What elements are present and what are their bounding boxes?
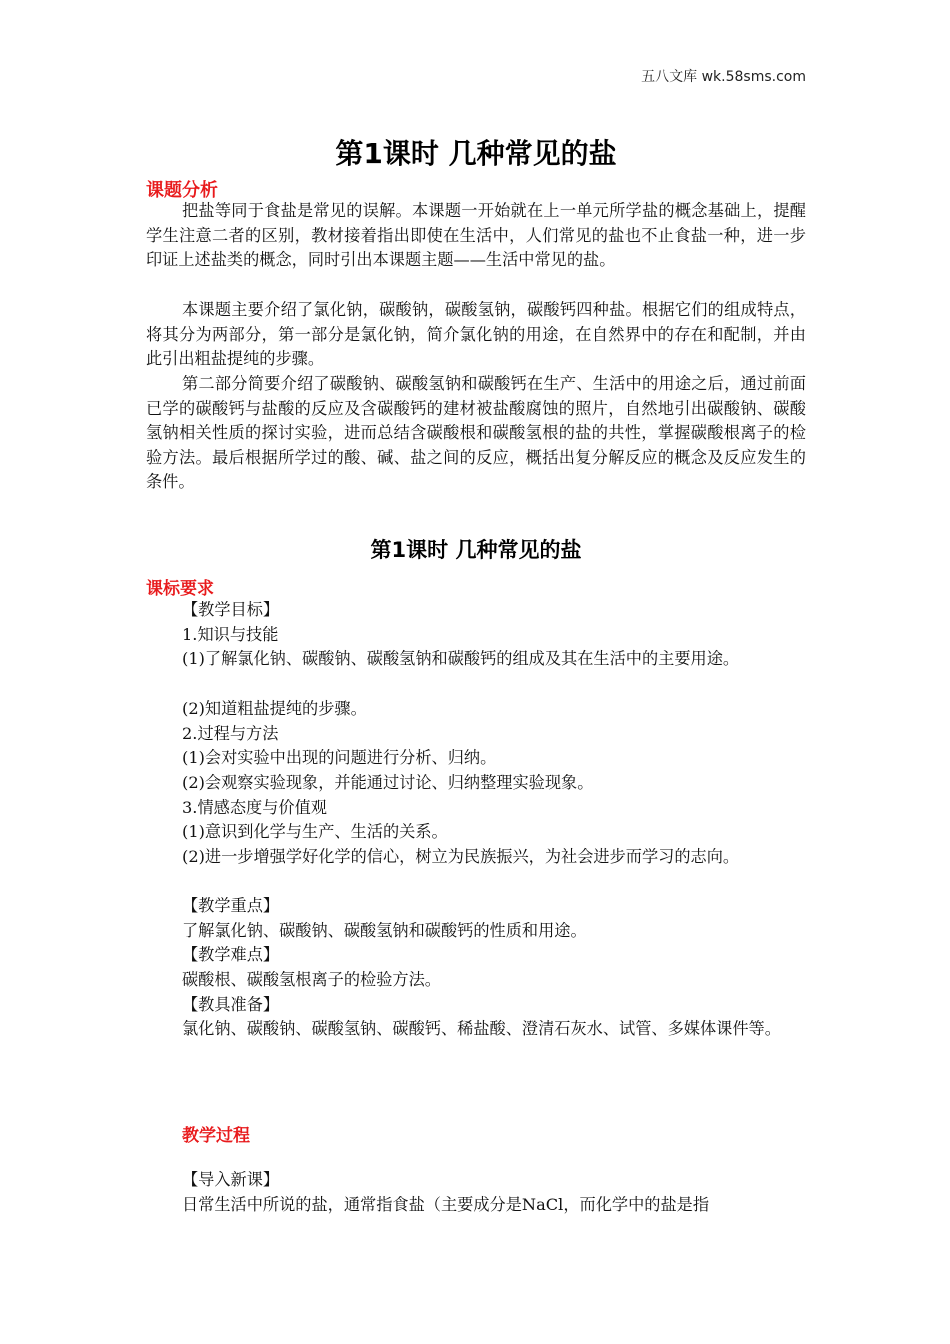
teaching-goals-heading: 【教学目标】 (182, 600, 280, 619)
emotion-heading: 3.情感态度与价值观 (182, 798, 327, 817)
teaching-tools-text: 氯化钠、碳酸钠、碳酸氢钠、碳酸钙、稀盐酸、澄清石灰水、试管、多媒体课件等。 (182, 1019, 781, 1038)
process-item-2: (2)会观察实验现象，并能通过讨论、归纳整理实验现象。 (182, 773, 594, 792)
knowledge-heading: 1.知识与技能 (182, 625, 279, 644)
analysis-paragraph-1: 把盐等同于食盐是常见的误解。本课题一开始就在上一单元所学盐的概念基础上，提醒学生注意二者的区别，教材接着指出即使在生活中，人们常见的盐也不止食盐一种，进一步印证上述盐类的概念，同时引出本课题主题——生活中常见的盐。 (146, 201, 806, 270)
sub-title: 第1课时 几种常见的盐 (370, 538, 582, 562)
key-points-heading: 【教学重点】 (182, 896, 280, 915)
difficulties-text: 碳酸根、碳酸氢根离子的检验方法。 (182, 970, 441, 989)
analysis-paragraph-3: 第二部分简要介绍了碳酸钠、碳酸氢钠和碳酸钙在生产、生活中的用途之后，通过前面已学的碳酸钙与盐酸的反应及含碳酸钙的建材被盐酸腐蚀的照片，自然地引出碳酸钠、碳酸氢钠相关性质的探讨实验，进而总结含碳酸根和碳酸氢根的盐的共性，掌握碳酸根离子的检验方法。最后根据所学过的酸、碱、盐之间的反应，概括出复分解反应的概念及反应发生的条件。 (146, 374, 806, 492)
heading-topic-analysis: 课题分析 (146, 180, 218, 201)
main-title: 第1课时 几种常见的盐 (335, 137, 617, 170)
intro-text: 日常生活中所说的盐，通常指食盐（主要成分是NaCl，而化学中的盐是指 (182, 1195, 710, 1214)
site-watermark: 五八文库 wk.58sms.com (641, 69, 806, 85)
heading-teaching-process: 教学过程 (182, 1126, 250, 1146)
knowledge-item-2: (2)知道粗盐提纯的步骤。 (182, 699, 367, 718)
process-heading: 2.过程与方法 (182, 724, 279, 743)
process-item-1: (1)会对实验中出现的问题进行分析、归纳。 (182, 748, 497, 767)
difficulties-heading: 【教学难点】 (182, 945, 280, 964)
emotion-item-2: (2)进一步增强学好化学的信心，树立为民族振兴，为社会进步而学习的志向。 (182, 847, 740, 866)
teaching-tools-heading: 【教具准备】 (182, 995, 280, 1014)
heading-curriculum-requirements: 课标要求 (146, 579, 214, 599)
analysis-paragraph-2: 本课题主要介绍了氯化钠，碳酸钠，碳酸氢钠，碳酸钙四种盐。根据它们的组成特点，将其分为两部分，第一部分是氯化钠，简介氯化钠的用途，在自然界中的存在和配制，并由此引出粗盐提纯的步骤。 (146, 300, 806, 369)
key-points-text: 了解氯化钠、碳酸钠、碳酸氢钠和碳酸钙的性质和用途。 (182, 921, 587, 940)
intro-heading: 【导入新课】 (182, 1170, 280, 1189)
knowledge-item-1: (1)了解氯化钠、碳酸钠、碳酸氢钠和碳酸钙的组成及其在生活中的主要用途。 (182, 649, 740, 668)
emotion-item-1: (1)意识到化学与生产、生活的关系。 (182, 822, 448, 841)
